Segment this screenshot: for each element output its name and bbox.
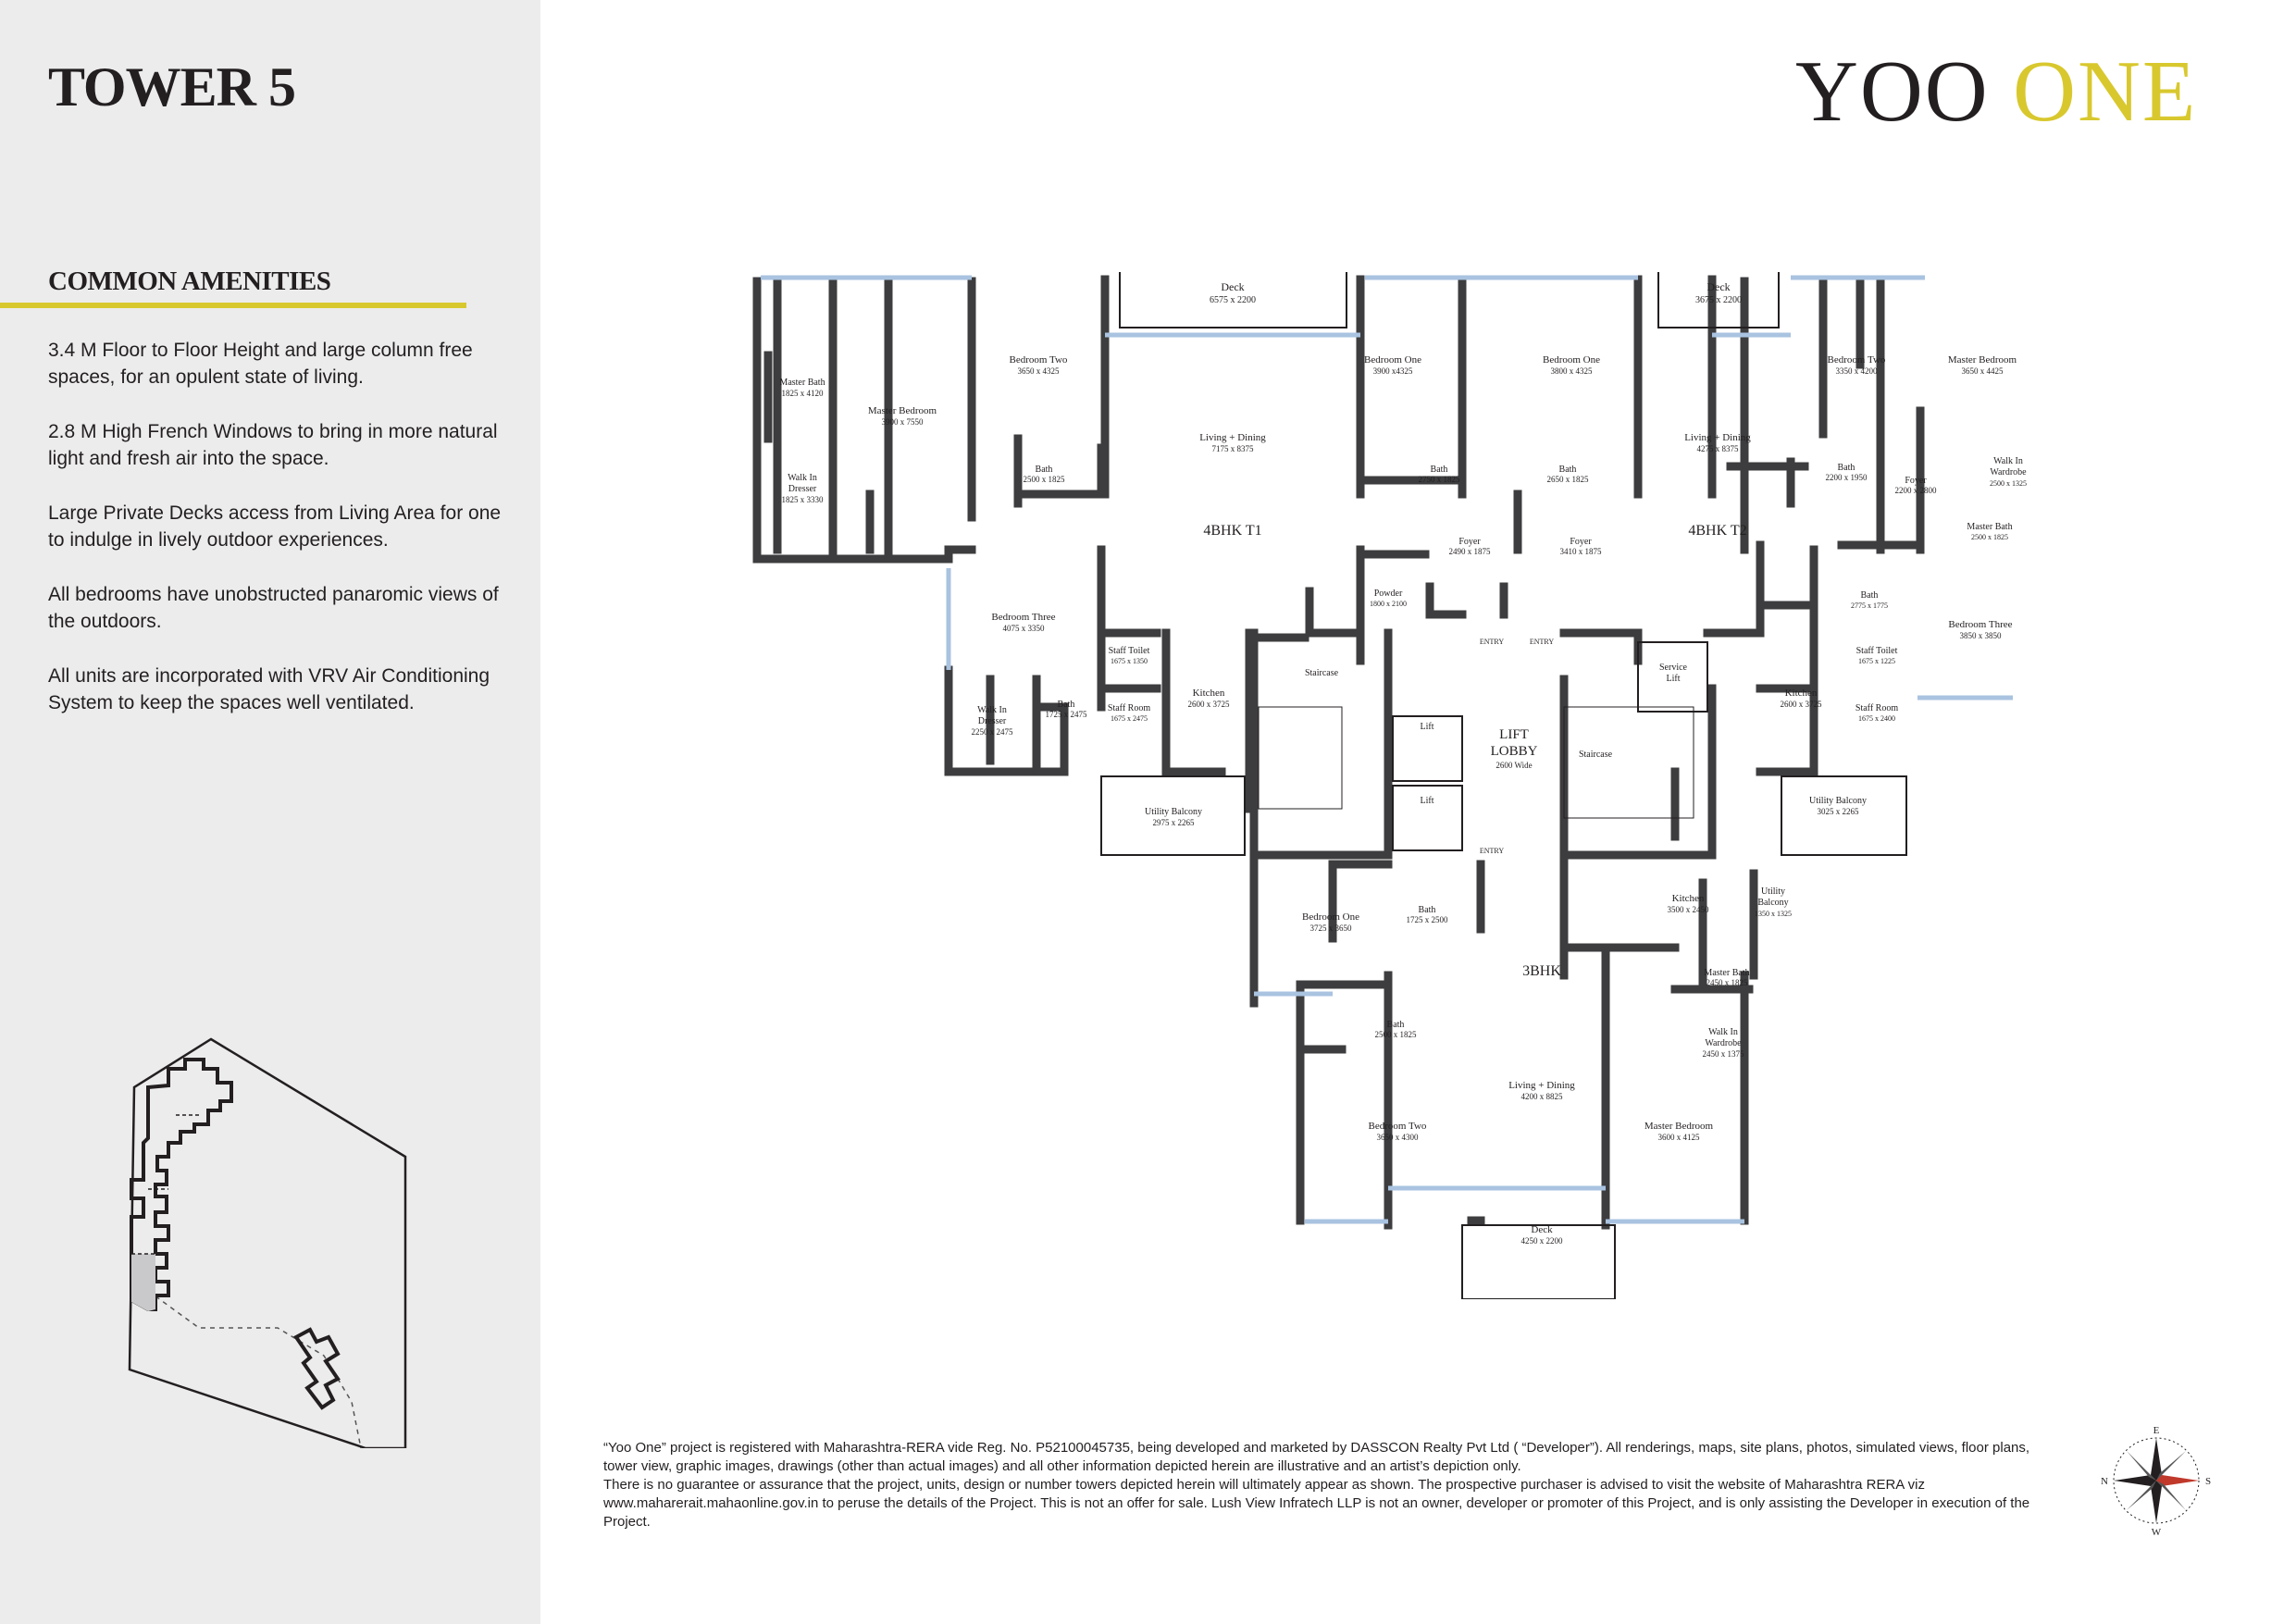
room-label: Utility xyxy=(1760,886,1786,897)
room-label: Master Bedroom xyxy=(1947,354,2017,366)
room-label: Dresser xyxy=(788,484,817,494)
room-label: Foyer xyxy=(1458,537,1481,547)
room-size: 2500 x 1825 xyxy=(1971,533,2008,541)
disclaimer-paragraph: “Yoo One” project is registered with Maharashtra-RERA vide Reg. No. P52100045735, being developed and marketed by DASSCON Realty Pvt Ltd ( “Developer”). All renderings, maps, site plans, photos, simulated views, floor plans, tower view, graphic images, drawings (other than actual images) and all other information depicted herein are illustrative and an artist’s depiction only. xyxy=(603,1440,2030,1474)
room-label: Bedroom One xyxy=(1301,911,1360,923)
entry-label: ENTRY xyxy=(1479,847,1505,855)
room-label: Living + Dining xyxy=(1199,432,1266,443)
room-size: 3675 x 2200 xyxy=(1695,295,1742,305)
room-size: 1725 x 2500 xyxy=(1406,915,1448,924)
room-label: Bedroom One xyxy=(1542,354,1601,366)
room-label: Foyer xyxy=(1570,537,1592,547)
compass-label: E xyxy=(2153,1425,2160,1436)
room-size: 2250 x 2475 xyxy=(971,727,1013,737)
room-size: 2450 x 1375 xyxy=(1702,1049,1744,1059)
disclaimer-paragraph: There is no guarantee or assurance that the project, units, design or number towers depicted herein will ultimately appear as shown. The prospective purchaser is advised to visit the website of Maharashtra RERA viz www.maharerait.mahaonline.gov.in to peruse the details of the Project. This is not an offer for sale. Lush View Infratech LLP is not an owner, developer or promoter of this Project, and is only assisting the Developer in execution of the Project. xyxy=(603,1477,2030,1530)
adjacent-building xyxy=(296,1330,338,1407)
room-label: Lift xyxy=(1420,722,1434,732)
wall xyxy=(949,670,1064,772)
room-size: 2500 x 1825 xyxy=(1374,1030,1417,1039)
room-label: Bath xyxy=(1558,465,1577,475)
brand-word-one: ONE xyxy=(2013,43,2198,140)
room-size: 1675 x 1225 xyxy=(1858,657,1895,665)
tower-title: TOWER 5 xyxy=(48,56,295,118)
floor-plan xyxy=(750,272,2073,1299)
room-label: Bath xyxy=(1860,590,1879,601)
room-label: Lift xyxy=(1666,674,1681,684)
tower-5-highlight-main xyxy=(131,1254,155,1295)
room-size: 3800 x 4325 xyxy=(1550,366,1593,376)
room-size: 3650 x 4300 xyxy=(1376,1133,1419,1142)
room-size: 2600 x 3725 xyxy=(1187,700,1230,709)
room-label: Bedroom One xyxy=(1363,354,1422,366)
room-label: Walk In xyxy=(1993,456,2023,466)
amenities-underline xyxy=(0,303,466,308)
wall xyxy=(1430,587,1462,614)
room-size: 4075 x 3350 xyxy=(1002,624,1045,633)
room-label: Staff Toilet xyxy=(1855,646,1898,656)
room-size: 2200 x 1950 xyxy=(1825,473,1868,482)
lobby-label: LOBBY xyxy=(1490,744,1538,759)
staircase-treads xyxy=(1259,707,1694,818)
room-label: Master Bath xyxy=(779,378,825,388)
room-label: Bath xyxy=(1837,463,1855,473)
room-label: Powder xyxy=(1373,589,1403,599)
room-label: Master Bath xyxy=(1704,968,1750,978)
room-label: Balcony xyxy=(1757,898,1789,908)
compass-needle xyxy=(2127,1481,2156,1510)
room-size: 2450 x 1825 xyxy=(1706,978,1748,987)
entry-label: ENTRY xyxy=(1529,638,1555,646)
room-label: Master Bath xyxy=(1967,522,2013,532)
wall xyxy=(1309,591,1360,633)
room-size: 1800 x 2100 xyxy=(1370,600,1407,608)
room-size: 4200 x 8825 xyxy=(1520,1092,1563,1101)
room-size: 1675 x 2400 xyxy=(1858,714,1895,723)
room-label: Bedroom Three xyxy=(991,612,1056,623)
room-label: Lift xyxy=(1420,796,1434,806)
room-size: 3725 x 3650 xyxy=(1309,924,1352,933)
room-size: 2490 x 1875 xyxy=(1448,547,1491,556)
room-size: 3650 x 4325 xyxy=(1017,366,1060,376)
room-label: Kitchen xyxy=(1671,893,1705,904)
room-label: Master Bedroom xyxy=(867,405,937,416)
room-label: Bedroom Three xyxy=(1948,619,2013,630)
room-label: Deck xyxy=(1706,280,1731,293)
room-label: Living + Dining xyxy=(1684,432,1751,443)
room-size: 2500 x 1325 xyxy=(1990,479,2027,488)
unit-label: 3BHK xyxy=(1522,963,1561,979)
room-label: Walk In xyxy=(1708,1027,1738,1037)
brand-word-yoo: YOO xyxy=(1795,43,1990,140)
room-size: 2600 Wide xyxy=(1496,761,1533,770)
room-size: 2200 x 2800 xyxy=(1894,486,1937,495)
room-label: Wardrobe xyxy=(1990,467,2027,477)
room-size: 7175 x 8375 xyxy=(1211,444,1254,453)
room-label: Bedroom Two xyxy=(1827,354,1886,366)
deck-outlines xyxy=(1101,272,1906,1299)
unit-label: 4BHK T1 xyxy=(1203,523,1262,539)
room-size: 1675 x 2475 xyxy=(1111,714,1148,723)
wall xyxy=(1254,633,1388,855)
compass-label: S xyxy=(2204,1476,2212,1487)
room-size: 1675 x 1350 xyxy=(1111,657,1148,665)
room-size: 2500 x 1825 xyxy=(1023,475,1065,484)
site-path xyxy=(148,1291,361,1448)
room-size: 1825 x 4120 xyxy=(781,389,824,398)
amenity-item: Large Private Decks access from Living Area for one to indulge in lively outdoor experiences. xyxy=(48,502,502,551)
stair-flight xyxy=(1259,707,1342,809)
room-label: Bath xyxy=(1430,465,1448,475)
room-size: 1350 x 1325 xyxy=(1755,910,1792,918)
room-label: Deck xyxy=(1221,280,1245,293)
compass-needle xyxy=(2127,1451,2156,1481)
legal-disclaimer xyxy=(603,1439,2047,1531)
room-size: 2600 x 3725 xyxy=(1780,700,1822,709)
room-label: Dresser xyxy=(977,716,1007,726)
amenities-heading: COMMON AMENITIES xyxy=(48,267,331,296)
room-size: 2975 x 2265 xyxy=(1152,818,1195,827)
unit-label: 4BHK T2 xyxy=(1688,523,1747,539)
room-label: Kitchen xyxy=(1192,688,1225,699)
room-label: Wardrobe xyxy=(1705,1038,1742,1048)
labels xyxy=(779,280,2027,1246)
compass-needle xyxy=(2156,1481,2186,1510)
room-label: Walk In xyxy=(977,705,1007,715)
room-label: Staff Room xyxy=(1107,703,1151,713)
room-label: Service xyxy=(1659,663,1687,673)
room-label: Bath xyxy=(1386,1020,1405,1030)
room-label: Utility Balcony xyxy=(1809,796,1867,806)
room-size: 3900 x4325 xyxy=(1372,366,1413,376)
room-size: 6575 x 2200 xyxy=(1210,295,1256,305)
room-size: 3500 x 2450 xyxy=(1667,905,1709,914)
amenity-item: 3.4 M Floor to Floor Height and large column free spaces, for an opulent state of living. xyxy=(48,340,473,388)
site-boundary xyxy=(130,1039,405,1448)
room-size: 3410 x 1875 xyxy=(1559,547,1602,556)
room-size: 3650 x 4425 xyxy=(1961,366,2004,376)
compass-needle xyxy=(2156,1451,2186,1481)
brand-logo xyxy=(1795,43,2198,140)
site-key-plan xyxy=(111,1032,444,1448)
room-size: 4250 x 2200 xyxy=(1520,1236,1563,1246)
room-size: 1725 x 2475 xyxy=(1045,710,1087,719)
room-label: Foyer xyxy=(1905,476,1927,486)
room-label: Staircase xyxy=(1304,668,1339,678)
room-size: 3600 x 4125 xyxy=(1657,1133,1700,1142)
room-label: Living + Dining xyxy=(1508,1080,1575,1091)
compass-label: W xyxy=(2151,1527,2162,1536)
entry-label: ENTRY xyxy=(1479,638,1505,646)
walls xyxy=(757,279,1920,1225)
room-label: Bedroom Two xyxy=(1368,1121,1427,1132)
room-label: Walk In xyxy=(788,473,817,483)
room-size: 1825 x 3330 xyxy=(781,495,824,504)
amenities-list xyxy=(48,337,520,744)
room-label: Deck xyxy=(1531,1224,1553,1235)
lobby-label: LIFT xyxy=(1499,727,1529,742)
amenity-item: 2.8 M High French Windows to bring in more natural light and fresh air into the space. xyxy=(48,421,498,469)
room-size: 3350 x 4200 xyxy=(1835,366,1878,376)
room-size: 3850 x 3850 xyxy=(1959,631,2002,640)
room-label: Bedroom Two xyxy=(1009,354,1068,366)
compass-rose-icon xyxy=(2101,1425,2212,1536)
room-label: Staircase xyxy=(1578,750,1613,760)
room-size: 4275 x 8375 xyxy=(1696,444,1739,453)
room-label: Staff Toilet xyxy=(1108,646,1150,656)
sidebar xyxy=(0,0,540,1624)
room-label: Kitchen xyxy=(1784,688,1818,699)
compass-label: N xyxy=(2101,1476,2108,1487)
amenity-item: All units are incorporated with VRV Air Conditioning System to keep the spaces well ventilated. xyxy=(48,665,490,713)
room-label: Bath xyxy=(1035,465,1053,475)
room-label: Bath xyxy=(1418,905,1436,915)
room-label: Bath xyxy=(1057,700,1075,710)
room-size: 3900 x 7550 xyxy=(881,417,924,427)
room-size: 2650 x 1825 xyxy=(1546,475,1589,484)
room-size: 3025 x 2265 xyxy=(1817,807,1859,816)
room-size: 2750 x 1825 xyxy=(1418,475,1460,484)
amenity-item: All bedrooms have unobstructed panaromic views of the outdoors. xyxy=(48,584,499,632)
wall xyxy=(1018,448,1101,494)
room-size: 2775 x 1775 xyxy=(1851,601,1888,610)
room-label: Staff Room xyxy=(1855,703,1899,713)
room-label: Master Bedroom xyxy=(1644,1121,1714,1132)
room-label: Utility Balcony xyxy=(1145,807,1202,817)
